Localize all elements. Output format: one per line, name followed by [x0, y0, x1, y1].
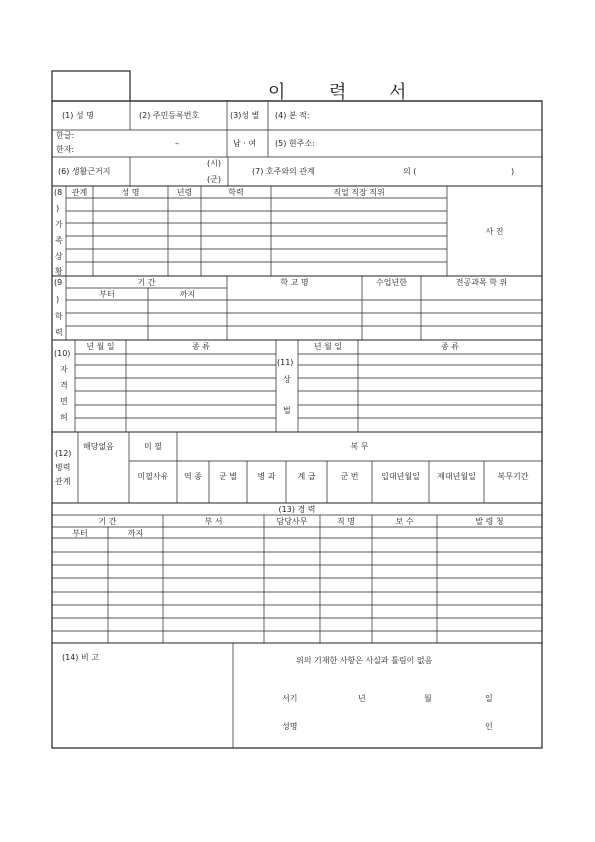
city-label: (시)	[207, 159, 221, 168]
current-address-label: (5) 현주소:	[275, 139, 315, 148]
certification-statement: 위의 기재한 사항은 사실과 틀림이 없음	[296, 656, 433, 665]
title-char-1: 이	[268, 82, 288, 103]
residence-base-label: (6) 생활근거지	[58, 167, 111, 176]
military-col-specialty: 병 과	[257, 472, 276, 481]
military-served: 복 무	[350, 442, 369, 451]
education-label-2: )	[56, 295, 60, 304]
career-col-to: 까지	[127, 529, 144, 538]
sex-options: 남 · 여	[233, 139, 257, 148]
registered-domicile-label: (4) 본 적:	[275, 111, 310, 120]
license-label-5: 허	[60, 413, 68, 422]
family-col-occupation: 직업 직장 직위	[333, 188, 385, 197]
award-col-kind: 종 류	[441, 342, 459, 351]
remarks-label: (14) 비 고	[62, 653, 99, 662]
military-exempt: 미 필	[144, 442, 162, 451]
education-col-to: 까지	[179, 290, 196, 299]
photo-label: 사 진	[485, 227, 504, 236]
education-label-4: 력	[55, 328, 63, 337]
relation-close-paren: )	[511, 167, 515, 176]
resident-number-label: (2) 주민등록번호	[139, 111, 200, 120]
family-col-age: 년령	[176, 188, 193, 197]
education-col-major: 전공과목 학 위	[455, 278, 508, 287]
military-label-3: 관계	[55, 477, 71, 486]
family-label-6: 황	[55, 267, 63, 276]
career-col-period: 기 간	[98, 517, 117, 526]
license-label-4: 면	[60, 397, 68, 406]
award-col-date: 년 월 일	[313, 342, 343, 351]
license-label-2: 자	[60, 365, 68, 374]
family-label-3: 가	[55, 220, 63, 229]
family-col-education: 학력	[228, 188, 244, 197]
education-label-1: (9	[54, 278, 63, 287]
career-col-position: 직 명	[337, 517, 355, 526]
householder-relation-label: (7) 호주와의 관계	[252, 167, 315, 176]
date-year-prefix: 서기	[282, 694, 298, 703]
military-col-branch: 군 별	[219, 472, 237, 481]
date-month-label: 월	[424, 694, 432, 703]
date-day-label: 일	[485, 694, 493, 703]
award-label-1: (11)	[277, 358, 294, 367]
award-label-2: 상	[283, 375, 291, 384]
county-label: (군)	[207, 175, 221, 184]
family-label-5: 상	[55, 252, 63, 261]
military-col-rank: 계 급	[297, 472, 316, 481]
license-col-kind: 종 류	[192, 342, 210, 351]
relation-of-label: 의 (	[403, 167, 417, 176]
license-label-1: (10)	[54, 349, 71, 358]
education-col-years: 수업년한	[376, 278, 407, 287]
career-col-issuing-office: 발 령 청	[475, 517, 504, 526]
military-col-enlist-date: 입대년월일	[381, 472, 420, 481]
education-col-period: 기 간	[137, 278, 156, 287]
career-col-from: 부터	[72, 529, 88, 538]
family-label-1: (8	[54, 188, 63, 197]
sex-label: (3)성 별	[230, 111, 260, 120]
title-char-3: 서	[389, 82, 409, 103]
education-col-school: 학 교 명	[280, 278, 309, 287]
seal-label: 인	[485, 722, 493, 731]
license-label-3: 격	[60, 381, 68, 390]
signature-name-label: 성명	[282, 722, 298, 731]
military-col-service-period: 복무기간	[497, 472, 529, 481]
career-col-department: 부 서	[204, 517, 223, 526]
education-label-3: 학	[55, 312, 63, 321]
award-label-3: 벌	[283, 406, 291, 415]
military-col-serial: 군 번	[340, 472, 359, 481]
family-col-relation: 관계	[71, 188, 88, 197]
name-label: (1) 성 명	[62, 111, 94, 120]
military-label-1: (12)	[55, 449, 72, 458]
hangeul-label: 한글:	[56, 131, 75, 140]
resident-number-dash: –	[175, 139, 179, 148]
education-col-from: 부터	[99, 290, 115, 299]
military-label-2: 병력	[55, 463, 71, 472]
family-label-4: 족	[55, 236, 63, 245]
date-year-label: 년	[358, 694, 366, 703]
military-col-exempt-reason: 미필사유	[137, 472, 169, 481]
title-char-2: 력	[329, 82, 349, 103]
family-col-name: 성 명	[121, 188, 140, 197]
career-col-duty: 담당사무	[276, 517, 308, 526]
career-label: (13) 경 력	[278, 505, 316, 514]
family-label-2: )	[56, 204, 60, 213]
hanja-label: 한자:	[56, 145, 75, 154]
military-col-discharge-date: 제대년월일	[437, 472, 476, 481]
career-col-pay: 보 수	[395, 517, 414, 526]
military-not-applicable: 해당없음	[83, 442, 114, 451]
military-col-service-type: 역 종	[184, 472, 202, 481]
license-col-date: 년 월 일	[86, 342, 115, 351]
